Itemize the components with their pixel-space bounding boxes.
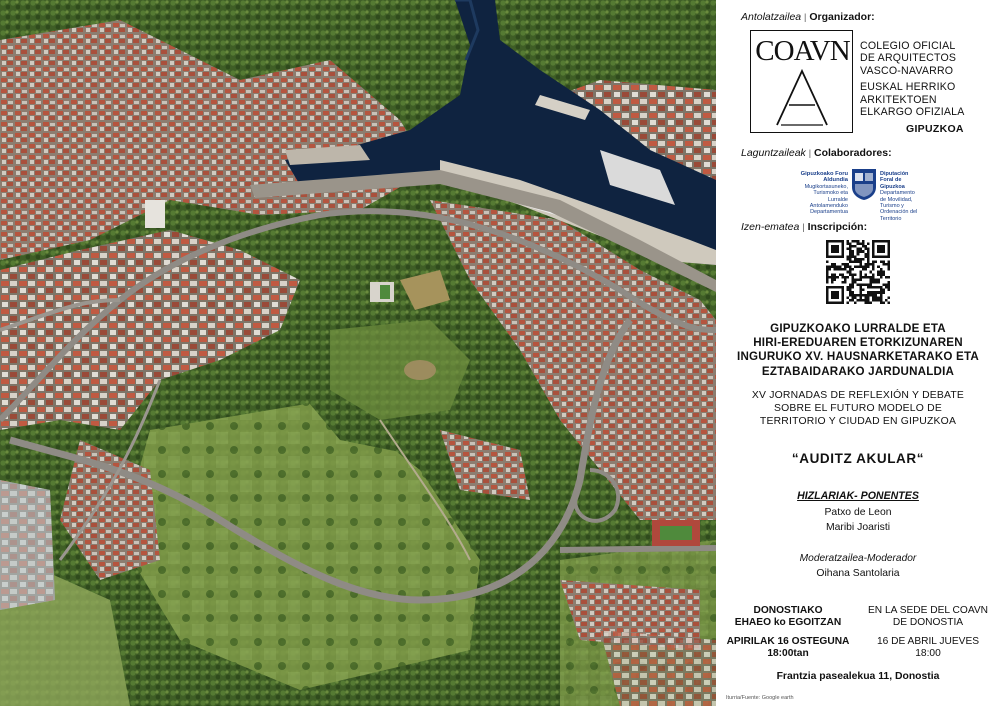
date-eu: [718, 636, 858, 660]
event-title-eu-line: GIPUZKOAKO LURRALDE ETA: [770, 322, 946, 335]
coavn-line-eu-2: ARKITEKTOEN: [860, 93, 937, 106]
diputacion-logo: [800, 167, 918, 222]
registration-label-es: Inscripción:: [807, 221, 868, 233]
coavn-line-eu-3: ELKARGO OFIZIALA: [860, 106, 965, 119]
diputacion-right-text: [880, 171, 920, 222]
date-eu-line: 18:00tan: [767, 647, 809, 659]
coavn-delegation: GIPUZKOA: [906, 123, 964, 135]
organizer-label: [741, 11, 875, 23]
diputacion-left-text: [800, 171, 848, 216]
image-source-credit: Iturria/Fuente: Google earth: [726, 695, 794, 701]
coavn-logo: [750, 30, 853, 133]
venue-eu: [718, 605, 858, 629]
diputacion-left-title: Gipuzkoako Foru Aldundia: [800, 171, 848, 184]
collaborators-label-eu: Laguntzaileak: [741, 147, 806, 159]
label-separator: |: [804, 12, 807, 22]
event-title-eu-line: HIRI-EREDUAREN ETORKIZUNAREN: [753, 336, 963, 350]
coavn-line-es-3: VASCO-NAVARRO: [860, 64, 954, 77]
coavn-line-eu-1: EUSKAL HERRIKO: [860, 81, 956, 94]
diputacion-right-sub: Departamento de Movilidad, Turismo y Ordenación del Territorio: [880, 190, 918, 222]
speaker-name: Maribi Joaristi: [825, 522, 891, 533]
collaborators-label-es: Colaboradores:: [814, 147, 892, 159]
event-title-eu-line: INGURUKO XV. HAUSNARKETARAKO ETA: [737, 350, 979, 364]
event-title-eu-line: EZTABAIDARAKO JARDUNALDIA: [761, 364, 955, 378]
registration-label-eu: Izen-ematea: [741, 221, 800, 233]
venue-es-line: DE DONOSTIA: [892, 616, 964, 628]
diputacion-left-sub: Mugikortasuneko, Turismoko eta Lurralde Antolamenduko Departamentua: [804, 183, 848, 216]
moderator-name: Oihana Santolaria: [816, 568, 900, 579]
label-separator: |: [802, 222, 805, 232]
date-es: [858, 636, 998, 660]
address: Frantzia pasealekua 11, Donostia: [776, 671, 940, 682]
event-title-eu: [716, 322, 1000, 379]
coavn-name-block: [860, 40, 970, 118]
registration-qr-code[interactable]: [826, 240, 890, 304]
diputacion-shield-icon: [851, 167, 877, 201]
organizer-label-es: Organizador:: [809, 11, 875, 23]
event-title-es: [716, 389, 1000, 428]
moderator-heading: Moderatzailea-Moderador: [799, 553, 917, 564]
diputacion-right-title: Diputación Foral de Gipuzkoa: [880, 171, 909, 190]
date-es-line: 18:00: [915, 647, 941, 659]
speaker-name: Patxo de Leon: [824, 507, 892, 518]
collaborators-label: [741, 147, 892, 159]
venue-eu-line: EHAEO ko EGOITZAN: [734, 616, 842, 628]
info-panel: [716, 0, 1000, 706]
coavn-line-es-2: DE ARQUITECTOS: [860, 52, 957, 65]
event-title-es-line: SOBRE EL FUTURO MODELO DE: [773, 403, 942, 414]
coavn-line-es-1: COLEGIO OFICIAL: [860, 40, 956, 52]
event-title-es-line: XV JORNADAS DE REFLEXIÓN Y DEBATE: [751, 390, 965, 401]
date-es-line: 16 DE ABRIL JUEVES: [876, 636, 980, 647]
event-title-es-line: TERRITORIO Y CIUDAD EN GIPUZKOA: [759, 416, 957, 427]
date-eu-line: APIRILAK 16 OSTEGUNA: [726, 636, 850, 647]
registration-label: [741, 221, 867, 233]
organizer-label-eu: Antolatzailea: [741, 11, 802, 23]
venue-es: [858, 605, 998, 629]
venue-es-line: EN LA SEDE DEL COAVN: [867, 605, 989, 616]
coavn-a-mark-icon: [771, 67, 833, 127]
venue-eu-line: DONOSTIAKO: [753, 605, 823, 616]
coavn-logo-text: COAVN: [755, 35, 850, 67]
label-separator: |: [808, 148, 812, 158]
speakers-heading: HIZLARIAK- PONENTES: [797, 490, 919, 502]
event-name: “AUDITZ AKULAR“: [791, 451, 925, 466]
